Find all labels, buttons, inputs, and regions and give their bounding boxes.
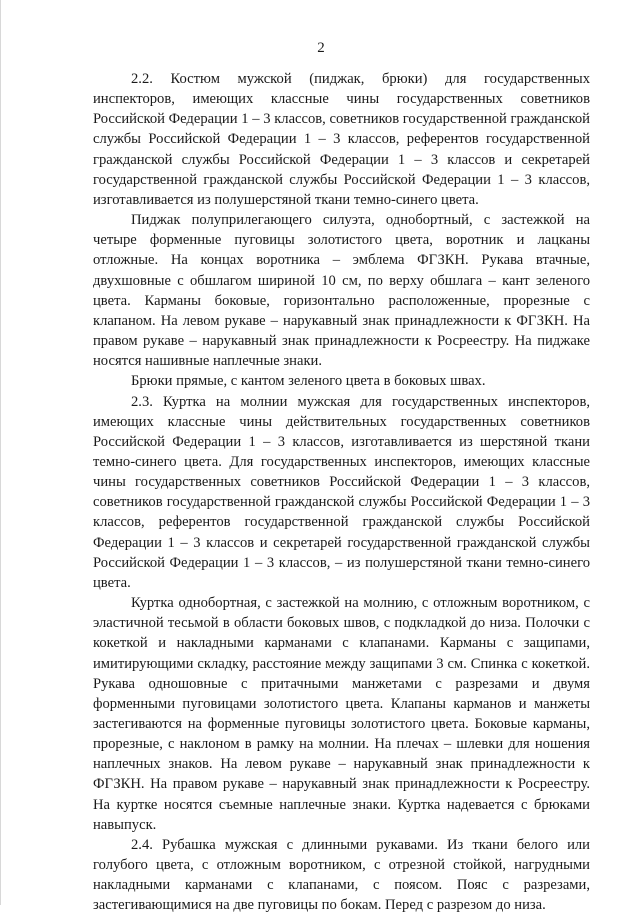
paragraph-2-3-zip-jacket: 2.3. Куртка на молнии мужская для государственных инспекторов, имеющих классные чины действительных государственных советников Российской Федерации 1 – 3 классов, изготавливается из шерстяной ткани темно-синего цвета. Для государственных инспекторов, имеющих классные чины государственных советников Российской Федерации 1 – 3 классов, советников государственной гражданской службы Российской Федерации 1 – 3 классов, референтов государственной гражданской службы Российской Федерации 1 – 3 классов и секретарей государственной гражданской службы Российской Федерации 1 – 3 классов, – из полушерстяной ткани темно-синего цвета. <box>93 393 590 591</box>
paragraph-2-4-shirt: 2.4. Рубашка мужская с длинными рукавами. Из ткани белого или голубого цвета, с отложным воротником, с отрезной стойкой, нагрудными накладными карманами с клапанами, с поясом. Пояс с разрезами, застегивающимися на две пуговицы по бокам. Перед с разрезом до низа. <box>93 836 590 914</box>
paragraph-2-2-costume: 2.2. Костюм мужской (пиджак, брюки) для государственных инспекторов, имеющих классные чины государственных советников Российской Федерации 1 – 3 классов, советников государственной гражданской службы Российской Федерации 1 – 3 классов, референтов государственной гражданской службы Российской Федерации 1 – 3 классов и секретарей государственной гражданской службы Российской Федерации 1 – 3 классов, изготавливается из полушерстяной ткани темно-синего цвета. <box>93 71 590 208</box>
paragraph-zip-jacket-description: Куртка однобортная, с застежкой на молнию, с отложным воротником, с эластичной тесьмой в области боковых швов, с подкладкой до низа. Полочки с кокеткой и накладными карманами с клапанами. Карманы с защипами, имитирующими складку, расстояние между защипами 3 см. Спинка с кокеткой. Рукава одношовные с притачными манжетами с разрезами и двумя форменными пуговицами золотистого цвета. Клапаны карманов и манжеты застегиваются на форменные пуговицы золотистого цвета. Боковые карманы, прорезные, с наклоном в рамку на молнии. На плечах – шлевки для ношения наплечных знаков. На левом рукаве – нарукавный знак принадлежности к ФГЗКН. На правом рукаве – нарукавный знак принадлежности к Росреестру. На куртке носятся съемные наплечные знаки. Куртка надевается с брюками навыпуск. <box>93 595 590 833</box>
page-number: 2 <box>317 40 325 56</box>
document-body <box>93 69 590 916</box>
paragraph-trousers: Брюки прямые, с кантом зеленого цвета в боковых швах. <box>131 373 486 390</box>
paragraph-jacket-description: Пиджак полуприлегающего силуэта, однобортный, с застежкой на четыре форменные пуговицы золотистого цвета, воротник и лацканы отложные. На концах воротника – эмблема ФГЗКН. Рукава втачные, двухшовные с обшлагом шириной 10 см, по верху обшлага – кант зеленого цвета. Карманы боковые, горизонтально расположенные, прорезные с клапаном. На левом рукаве – нарукавный знак принадлежности к ФГЗКН. На правом рукаве – нарукавный знак принадлежности к Росреестру. На пиджаке носятся нашивные наплечные знаки. <box>93 212 590 370</box>
